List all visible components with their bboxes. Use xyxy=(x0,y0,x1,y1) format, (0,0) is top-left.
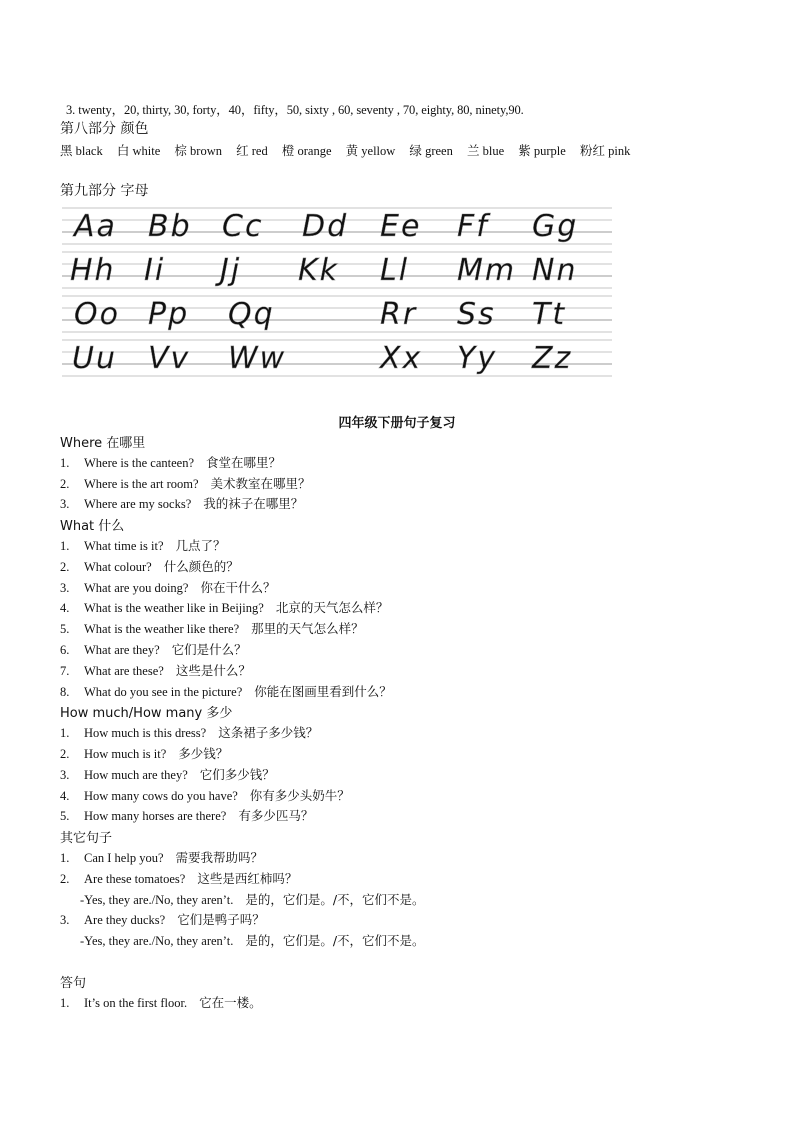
sentence-english: How many cows do you have? xyxy=(84,788,238,803)
sentence-chinese: 它们是什么？ xyxy=(171,642,247,657)
letter-pair: Dd xyxy=(302,209,349,244)
section-heading: How much/How many 多少 xyxy=(60,706,233,722)
sentence-number: 4. xyxy=(60,601,70,616)
color-item: 粉红 pink xyxy=(579,143,631,158)
sentence-chinese: 几点了？ xyxy=(175,538,226,553)
sentence-row xyxy=(60,869,297,887)
sentence-english: What colour? xyxy=(84,559,152,574)
sentence-row xyxy=(60,910,265,928)
sentence-chinese: 多少钱？ xyxy=(178,746,229,761)
sentence-english: What are they? xyxy=(84,643,160,657)
letter-pair: Ff xyxy=(457,209,489,244)
sentence-chinese: 你在干什么？ xyxy=(200,579,276,595)
sentence-number: 2. xyxy=(60,559,70,574)
sentence-row xyxy=(60,806,313,824)
letter-pair: Rr xyxy=(380,297,418,332)
sentence-number: 1. xyxy=(60,851,70,865)
alphabet-handwriting-chart xyxy=(62,204,612,380)
letter-pair: Vv xyxy=(148,341,191,376)
color-item: 黄 yellow xyxy=(345,143,396,158)
sentence-row xyxy=(60,557,239,575)
letter-pair: Cc xyxy=(222,209,264,244)
letter-pair: Uu xyxy=(72,341,117,376)
sentence-row xyxy=(60,474,311,492)
sentence-row xyxy=(60,744,228,762)
sentence-row xyxy=(60,723,318,741)
sentence-number: 4. xyxy=(60,788,70,803)
sentence-row xyxy=(60,598,388,616)
letter-pair: Oo xyxy=(74,297,120,332)
sentence-chinese: 需要我帮助吗？ xyxy=(175,850,264,865)
sentence-row xyxy=(60,453,281,471)
letter-pair: Gg xyxy=(532,209,579,244)
sentence-chinese: 这些是什么？ xyxy=(175,662,251,678)
sentence-english: Are they ducks? xyxy=(84,913,166,928)
sentence-english: How much are they? xyxy=(84,767,188,782)
letter-pair: Pp xyxy=(148,297,190,332)
color-item: 黑 black xyxy=(60,143,103,158)
sentence-english: Where is the art room? xyxy=(84,476,199,491)
sentence-chinese: 它在一楼。 xyxy=(199,994,262,1010)
sentence-chinese: 这条裙子多少钱？ xyxy=(218,725,319,741)
sentence-chinese: 你能在图画里看到什么？ xyxy=(254,683,392,699)
letter-pair: Qq xyxy=(228,297,275,332)
sentence-number: 6. xyxy=(60,643,70,657)
sentence-english: Can I help you? xyxy=(84,851,164,865)
sentence-number: 3. xyxy=(60,767,70,782)
sentence-number: 5. xyxy=(60,622,70,637)
sentence-row xyxy=(60,765,275,783)
sentence-number: 2. xyxy=(60,871,70,886)
sentence-number: 1. xyxy=(60,995,70,1010)
sentence-english: How much is it? xyxy=(84,747,167,761)
sentence-number: 1. xyxy=(60,455,70,470)
answer-chinese: 是的，它们是。/不，它们不是。 xyxy=(245,891,425,907)
sentence-row xyxy=(60,536,226,554)
color-item: 白 white xyxy=(116,143,161,158)
sentence-row xyxy=(60,494,303,512)
part9-title: 第九部分 字母 xyxy=(60,183,149,199)
letter-pair: Zz xyxy=(532,341,573,376)
review-title: 四年级下册句子复习 xyxy=(338,416,456,431)
sentence-chinese: 有多少匹马？ xyxy=(238,808,314,824)
letter-pair: Aa xyxy=(74,209,117,244)
sentence-english: Are these tomatoes? xyxy=(84,871,186,886)
section-heading: 答句 xyxy=(60,976,87,991)
sentence-english: Where is the canteen? xyxy=(84,455,195,470)
color-item: 橙 orange xyxy=(281,143,332,158)
letter-pair: Jj xyxy=(220,253,242,288)
sentence-number: 1. xyxy=(60,539,70,553)
sentence-row xyxy=(60,848,263,866)
sentence-chinese: 食堂在哪里？ xyxy=(206,454,282,470)
sentence-chinese: 它们是鸭子吗？ xyxy=(177,912,265,928)
sentence-number: 3. xyxy=(60,580,70,595)
part8-title: 第八部分 颜色 xyxy=(60,121,149,137)
sentence-english: How many horses are there? xyxy=(84,809,227,824)
color-item: 绿 green xyxy=(409,143,453,158)
sentence-row xyxy=(60,993,262,1011)
letter-pair: Ee xyxy=(380,209,422,244)
sentence-number: 7. xyxy=(60,663,70,678)
sentence-chinese: 我的袜子在哪里？ xyxy=(203,496,304,512)
sentence-chinese: 什么颜色的？ xyxy=(163,558,239,574)
sentence-number: 2. xyxy=(60,476,70,491)
sentence-row xyxy=(60,578,276,596)
sentence-row xyxy=(60,619,364,637)
sentence-row xyxy=(60,661,251,679)
sentence-chinese: 这些是西红柿吗？ xyxy=(197,870,298,886)
letter-pair: Ii xyxy=(144,253,166,288)
letter-pair: Ww xyxy=(228,341,287,376)
letter-pair: Xx xyxy=(380,341,423,376)
letter-pair: Ss xyxy=(457,297,496,332)
letter-pair: Tt xyxy=(532,297,567,332)
sentence-number: 3. xyxy=(60,497,70,512)
section-heading: What 什么 xyxy=(60,519,125,535)
sentence-number: 3. xyxy=(60,913,70,928)
sentence-chinese: 你有多少头奶牛？ xyxy=(249,787,350,803)
answer-english: -Yes, they are./No, they aren’t. xyxy=(80,934,234,949)
color-list xyxy=(60,141,641,159)
letter-pair: Kk xyxy=(298,253,340,288)
sentence-chinese: 那里的天气怎么样？ xyxy=(251,621,364,637)
color-item: 棕 brown xyxy=(174,143,222,158)
sentence-english: Where are my socks? xyxy=(84,497,192,512)
sentence-english: What are you doing? xyxy=(84,580,189,595)
sentence-english: It’s on the first floor. xyxy=(84,995,188,1010)
color-item: 紫 purple xyxy=(518,143,566,158)
section-heading: Where 在哪里 xyxy=(60,436,146,451)
sentence-english: What is the weather like there? xyxy=(84,622,240,637)
color-item: 红 red xyxy=(236,143,268,158)
letter-pair: Ll xyxy=(380,253,410,288)
numbers-line: 3. twenty，20, thirty, 30, forty，40，fifty，50, sixty , 60, seventy , 70, eighty, 80, ninety,90. xyxy=(66,103,524,117)
answer-english: -Yes, they are./No, they aren’t. xyxy=(80,892,234,907)
sentence-english: What do you see in the picture? xyxy=(84,684,243,699)
sentence-english: How much is this dress? xyxy=(84,726,207,741)
sentence-english: What are these? xyxy=(84,663,164,678)
sentence-chinese: 它们多少钱？ xyxy=(199,766,275,782)
sentence-english: What time is it? xyxy=(84,539,164,553)
sentence-number: 2. xyxy=(60,747,70,761)
section-heading: 其它句子 xyxy=(60,831,113,847)
letter-pair: Yy xyxy=(457,341,498,376)
sentence-row xyxy=(60,640,247,658)
sentence-number: 5. xyxy=(60,809,70,824)
sentence-number: 8. xyxy=(60,684,70,699)
answer-row xyxy=(80,931,425,949)
color-item: 兰 blue xyxy=(466,143,505,158)
sentence-row xyxy=(60,682,392,700)
sentence-chinese: 美术教室在哪里？ xyxy=(210,475,311,491)
answer-row xyxy=(80,890,425,908)
sentence-row xyxy=(60,786,350,804)
letter-pair: Mm xyxy=(457,253,517,288)
letter-pair: Bb xyxy=(148,209,192,244)
sentence-chinese: 北京的天气怎么样？ xyxy=(275,600,389,616)
sentence-english: What is the weather like in Beijing? xyxy=(84,601,264,616)
letter-pair: Nn xyxy=(532,253,578,288)
answer-chinese: 是的，它们是。/不，它们不是。 xyxy=(245,933,425,949)
sentence-number: 1. xyxy=(60,726,70,741)
letter-pair: Hh xyxy=(70,253,116,288)
